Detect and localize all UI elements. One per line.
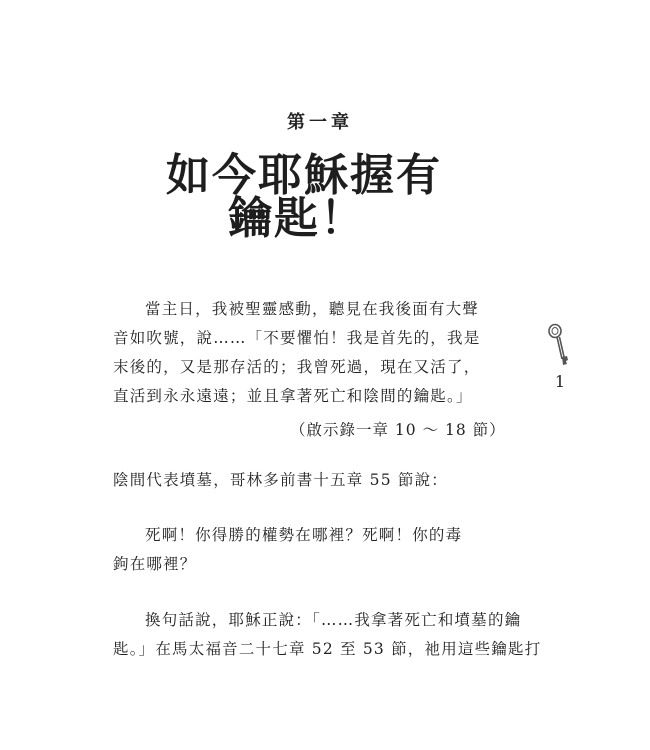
page-number: 1 — [554, 372, 566, 391]
quote-line: 末後的，又是那存活的；我曾死過，現在又活了， — [113, 358, 481, 376]
paragraph-1 — [113, 466, 485, 495]
paragraph-line: 陰間代表墳墓，哥林多前書十五章 55 節說： — [113, 471, 448, 489]
quote-line: 音如吹號，說……「不要懼怕！我是首先的，我是 — [113, 329, 481, 347]
paragraph-line: 換句話說，耶穌正說：「……我拿著死亡和墳墓的鑰 — [145, 611, 522, 629]
chapter-label: 第一章 — [287, 112, 353, 133]
quote-line: 死啊！你得勝的權勢在哪裡？死啊！你的毒 — [145, 526, 463, 544]
chapter-title-line-1: 如今耶穌握有 — [166, 150, 442, 201]
scripture-quote-2 — [113, 521, 485, 579]
quote-line: 當主日，我被聖靈感動，聽見在我後面有大聲 — [145, 300, 480, 318]
paragraph-line: 匙。」在馬太福音二十七章 52 至 53 節，祂用這些鑰匙打 — [113, 640, 542, 658]
paragraph-2 — [113, 606, 542, 664]
quote-line: 直活到永永遠遠；並且拿著死亡和陰間的鑰匙。」 — [113, 387, 473, 405]
chapter-title-line-2: 鑰匙！ — [228, 193, 366, 244]
scripture-quote — [113, 295, 485, 411]
quote-line: 鉤在哪裡？ — [113, 555, 197, 573]
key-icon — [545, 323, 573, 367]
scripture-reference: （啟示錄一章 10 ～ 18 節） — [290, 421, 506, 439]
